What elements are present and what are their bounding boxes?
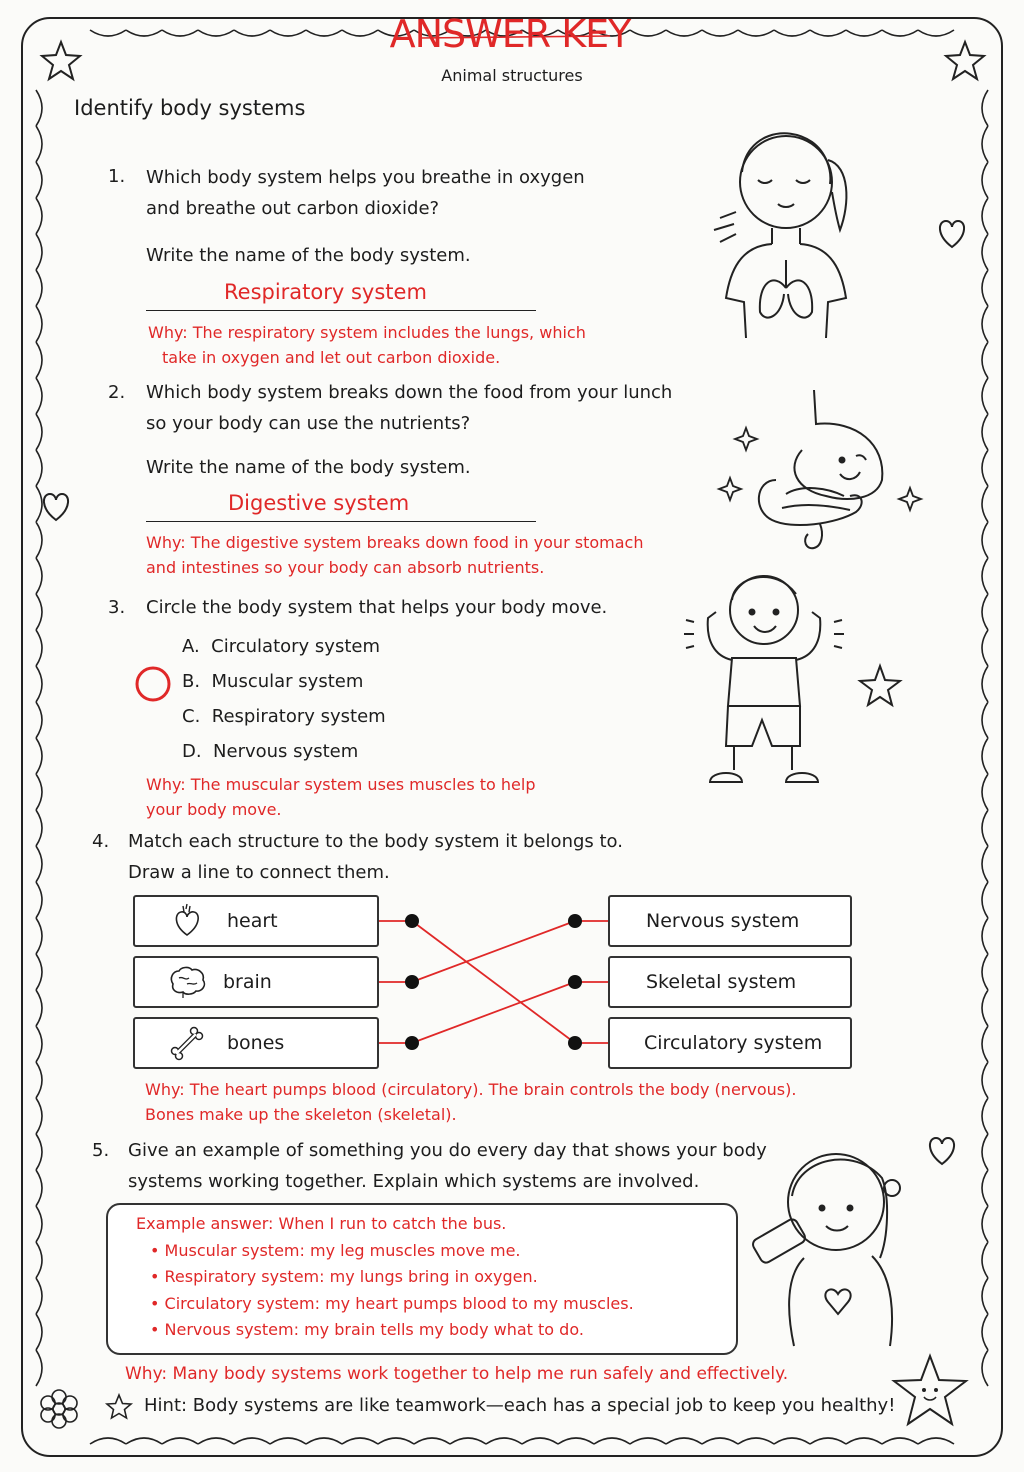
question-line: Match each structure to the body system it belongs to. [128,831,623,852]
question-line: Draw a line to connect them. [128,862,390,883]
question-line: so your body can use the nutrients? [146,413,471,434]
question-number: 5. [92,1140,110,1161]
match-line [412,982,575,1043]
example-answer [136,1211,634,1344]
question-line: Which body system helps you breathe in oxygen [146,167,585,188]
answer-key-title: ANSWER KEY [389,12,631,56]
match-line [412,921,575,982]
explanation-line: Why: The respiratory system includes the lungs, which [148,323,586,342]
answer-text: Digestive system [228,491,410,515]
heart-icon [36,486,76,526]
bullet-item: • Nervous system: my brain tells my body what to do. [150,1320,584,1339]
bullet-text: Muscular system: my leg muscles move me. [164,1240,521,1260]
smiling-star-icon [888,1350,972,1430]
match-label: Nervous system [646,910,800,932]
option-text: Circulatory system [211,636,381,657]
match-label: Skeletal system [646,971,797,993]
option-text: Muscular system [211,671,364,692]
star-icon [104,1392,134,1422]
boy-flexing-illustration [676,560,852,798]
star-icon [942,38,988,84]
answer-text: Respiratory system [224,280,427,304]
match-dot [568,975,582,989]
example-intro: Example answer: When I run to catch the bus. [136,1214,507,1233]
question-line: and breathe out carbon dioxide? [146,198,440,219]
star-icon [856,662,904,710]
explanation-line: Why: The digestive system breaks down food in your stomach [146,533,644,552]
flower-icon [34,1386,84,1432]
match-dot [568,1036,582,1050]
explanation-line: take in oxygen and let out carbon dioxide. [162,348,501,367]
question-number: 2. [108,382,126,403]
option-text: Nervous system [213,741,359,762]
explanation-line: Bones make up the skeleton (skeletal). [145,1105,457,1124]
explanation-line: and intestines so your body can absorb nutrients. [146,558,545,577]
bullet-text: Nervous system: my brain tells my body what to do. [164,1320,584,1339]
section-title: Identify body systems [74,96,306,120]
match-label: brain [223,971,272,993]
question-line: Which body system breaks down the food from your lunch [146,382,673,403]
explanation [145,1077,796,1127]
option-letter: D. [182,741,202,762]
heart-icon [922,1130,962,1170]
question-line: systems working together. Explain which systems are involved. [128,1171,700,1192]
match-dot [568,914,582,928]
option-text: Respiratory system [211,706,386,727]
subject-label: Animal structures [441,66,583,85]
stomach-illustration [716,384,926,556]
match-line [412,921,575,1043]
hint-text: Hint: Body systems are like teamwork—each has a special job to keep you healthy! [144,1395,896,1416]
match-dot [405,1036,419,1050]
match-label: bones [227,1032,285,1054]
question-number: 4. [92,831,110,852]
option-letter: C. [182,706,201,727]
match-dot [405,975,419,989]
option-letter: A. [182,636,200,657]
question-line: Give an example of something you do every day that shows your body [128,1140,767,1161]
question-number: 3. [108,597,126,618]
explanation-line: your body move. [146,800,282,819]
star-icon [38,38,84,84]
bullet-item: • Muscular system: my leg muscles move me. [150,1240,521,1260]
bullet-item: • Circulatory system: my heart pumps blood to my muscles. [150,1293,634,1313]
match-dot [405,914,419,928]
question-text [128,1135,767,1197]
question-text: Circle the body system that helps your body move. [146,597,608,618]
bullet-item: • Respiratory system: my lungs bring in oxygen. [150,1267,538,1286]
match-label: Circulatory system [644,1032,823,1054]
match-label: heart [227,910,278,932]
girl-drinking-illustration [744,1138,910,1348]
explanation-line: Why: The heart pumps blood (circulatory). The brain controls the body (nervous). [145,1080,797,1099]
heart-icon [932,213,972,253]
option-letter: B. [182,671,201,692]
question-instruction: Write the name of the body system. [146,457,471,478]
explanation: Why: Many body systems work together to help me run safely and effectively. [125,1364,789,1384]
bullet-text: Circulatory system: my heart pumps blood to my muscles. [164,1293,634,1313]
question-instruction: Write the name of the body system. [146,245,471,266]
bullet-text: Respiratory system: my lungs bring in oxygen. [164,1267,538,1286]
girl-breathing-illustration [700,112,870,344]
explanation-line: Why: The muscular system uses muscles to help [146,775,536,794]
question-number: 1. [108,166,126,187]
